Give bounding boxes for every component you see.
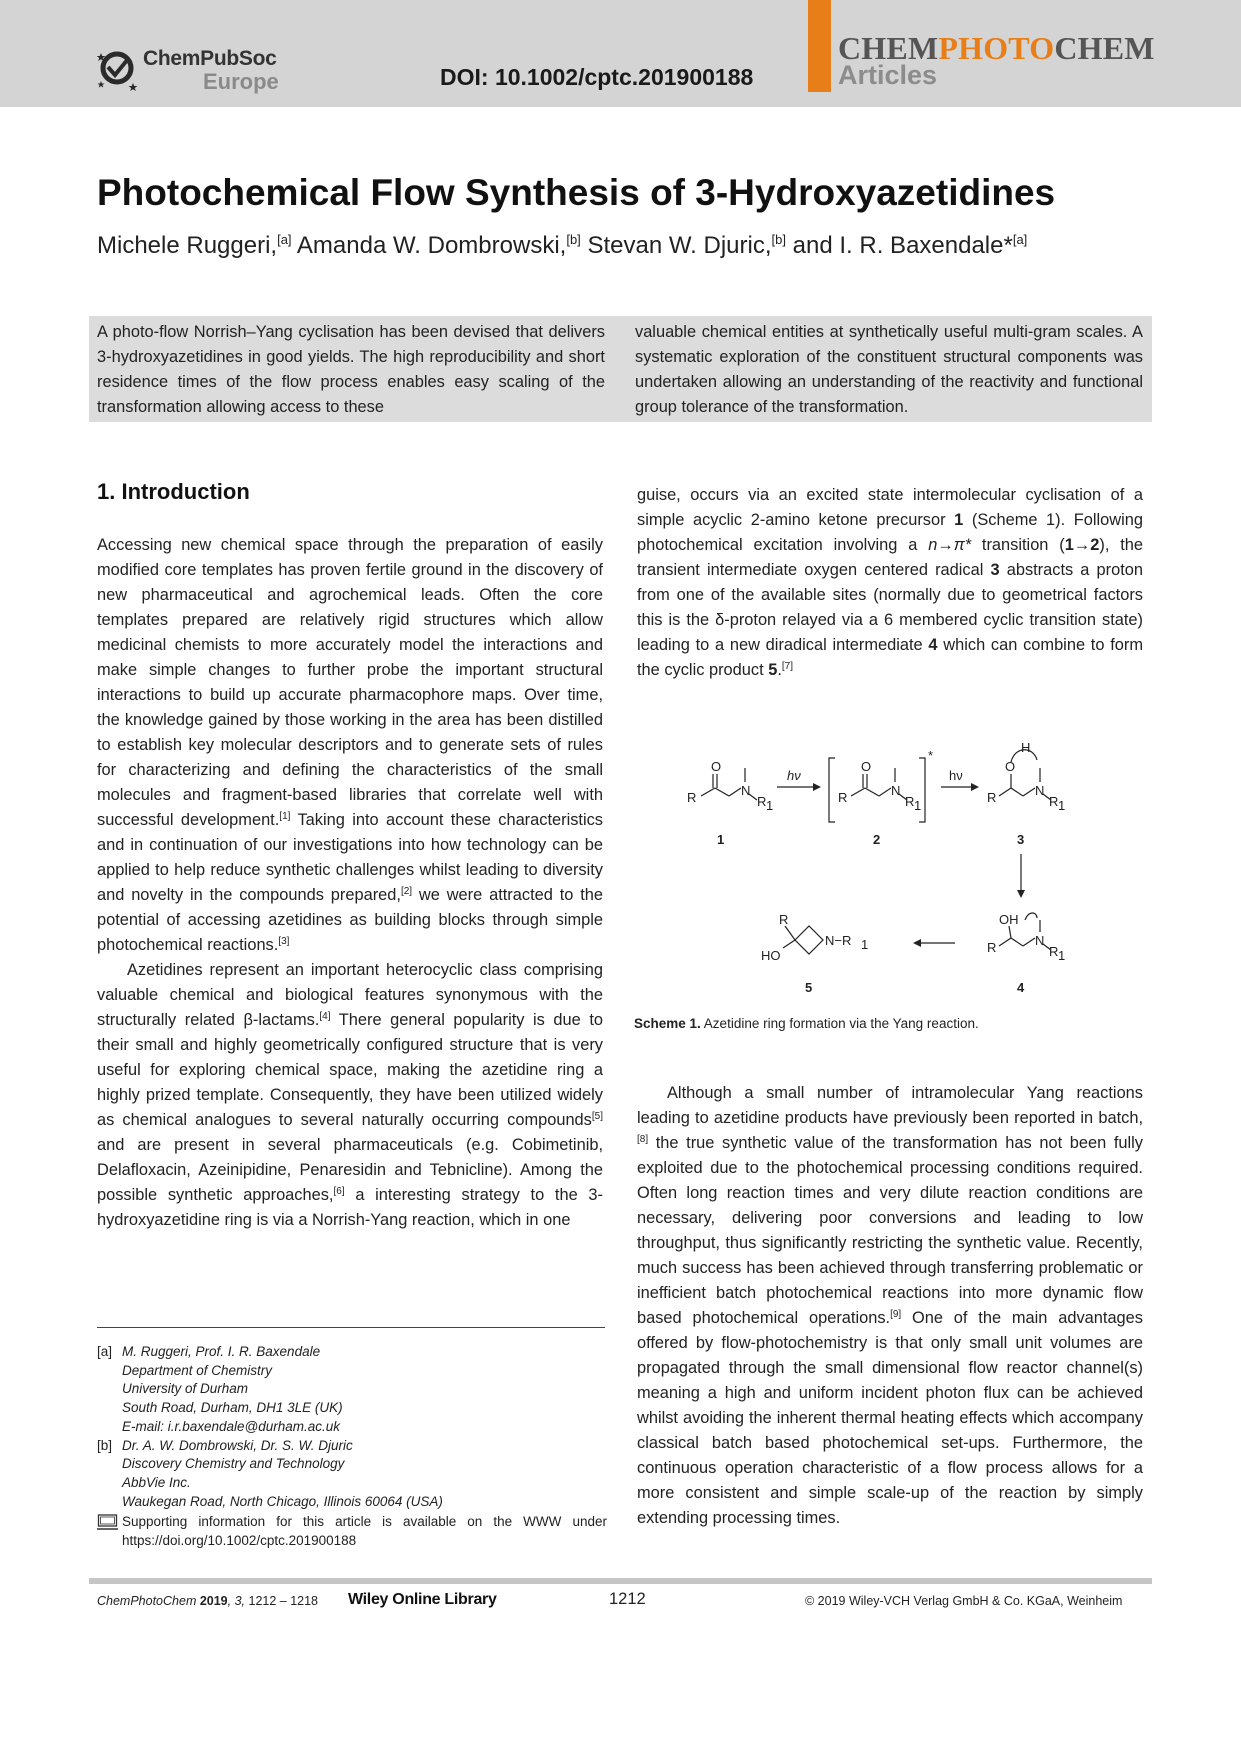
paragraph — [637, 1081, 1143, 1531]
atom-subscript: 1 — [766, 798, 774, 813]
journal-accent-bar — [808, 0, 831, 92]
affiliation-footnotes — [97, 1343, 607, 1551]
atom-label: R — [779, 912, 789, 927]
paragraph-text: Although a small number of intramolecular Yang reactions leading to azetidine products have previously been reported in batch, — [637, 1084, 1143, 1127]
paragraph — [97, 533, 603, 958]
atom-label: N — [741, 783, 751, 798]
atom-label: O — [861, 759, 872, 774]
atom-label: R — [987, 790, 997, 805]
atom-subscript: 1 — [1058, 798, 1066, 813]
abstract-text-right: valuable chemical entities at synthetically useful multi-gram scales. A systematic exploration of the constituent structural components was undertaken allowing an understanding of the reactivity and functional group tolerance of the transformation. — [635, 323, 1143, 416]
footnote-line: South Road, Durham, DH1 3LE (UK) — [122, 1400, 343, 1416]
abstract-box — [89, 316, 1152, 422]
footer-volume: , 3, — [227, 1594, 246, 1608]
citation-ref: [9] — [890, 1309, 902, 1320]
footnote-email: E-mail: i.r.baxendale@durham.ac.uk — [122, 1418, 341, 1434]
compound-ref: 5 — [768, 661, 778, 679]
computer-icon — [97, 1514, 118, 1531]
author-name: Amanda W. Dombrowski, — [296, 232, 567, 259]
journal-name-part1: CHEM — [838, 30, 939, 66]
paragraph-text: abstracts a proton from one of the available sites (normally due to geometrical factors this is the δ-proton relayed via a 6 membered cyclic transition state) leading to a new diradical intermediate — [637, 561, 1143, 654]
author-name: and I. R. Baxendale* — [792, 232, 1013, 259]
bracket-left — [829, 758, 835, 822]
section-heading-introduction: 1. Introduction — [97, 479, 250, 504]
paragraph-text: . — [777, 661, 782, 679]
atom-subscript: 1 — [1058, 948, 1066, 963]
citation-ref: [2] — [400, 886, 413, 897]
atom-label: R — [838, 790, 848, 805]
arrowhead-icon — [813, 783, 821, 791]
compound-ref: 1 — [954, 511, 964, 529]
atom-label: R — [905, 794, 915, 809]
citation-ref: [6] — [333, 1186, 345, 1197]
compound-label-5: 5 — [805, 980, 813, 995]
atom-label: HO — [761, 948, 781, 963]
footer-copyright: © 2019 Wiley-VCH Verlag GmbH & Co. KGaA, Weinheim — [805, 1594, 1123, 1608]
footnote-tag: [a] — [97, 1344, 113, 1359]
author-name: Stevan W. Djuric, — [587, 232, 772, 259]
footer-citation — [97, 1594, 318, 1608]
atom-label: R — [1049, 794, 1059, 809]
compound-label-3: 3 — [1017, 832, 1025, 847]
compound-label-1: 1 — [717, 832, 725, 847]
footnote-divider — [97, 1327, 605, 1328]
scheme-caption-text: Azetidine ring formation via the Yang reaction. — [700, 1016, 979, 1031]
author-list — [97, 232, 1027, 260]
article-doi: DOI: 10.1002/cptc.201900188 — [440, 64, 754, 90]
footnote-line: Discovery Chemistry and Technology — [122, 1456, 345, 1472]
atom-label: O — [1005, 759, 1016, 774]
compound-label-2: 2 — [873, 832, 881, 847]
compound-ref: 1→2 — [1064, 536, 1100, 554]
supporting-info-note — [97, 1513, 607, 1550]
hv-label: hν — [949, 768, 963, 783]
paragraph-text: we were attracted to the potential of accessing azetidines as building blocks through simple photochemical reactions. — [97, 886, 604, 954]
footnote-line: M. Ruggeri, Prof. I. R. Baxendale — [122, 1344, 321, 1359]
paragraph-text: One of the main advantages offered by flow-photochemistry is that only small unit volumes are propagated through the small dimensional flow reactor channel(s) meaning a high and uniform incident photon flux can be achieved whilst avoiding the inherent thermal heating effects which accompany classical batch based photochemical set-ups. Furthermore, the continuous operation characteristic of a flow process allows for a more consistent and simple scale-up of the reaction by simply extending processing times. — [637, 1309, 1143, 1527]
footnote-line: AbbVie Inc. — [122, 1474, 191, 1490]
atom-subscript: 1 — [861, 937, 869, 952]
atom-label: N — [1035, 783, 1045, 798]
atom-label: H — [1021, 740, 1031, 755]
author-affiliation: [b] — [771, 232, 786, 247]
footnote-line: Department of Chemistry — [122, 1362, 273, 1378]
supporting-info-text: Supporting information for this article is available on the WWW under https://doi.org/10.1002/cptc.201900188 — [122, 1514, 607, 1549]
footnote-tag: [b] — [97, 1437, 113, 1453]
right-column-body-top — [637, 483, 1143, 683]
compound-5 — [783, 926, 823, 954]
arrowhead-icon — [1017, 890, 1025, 898]
paragraph-text: ), the transient intermediate oxygen centered radical — [637, 536, 1143, 579]
paragraph-text: guise, occurs via an excited state intermolecular cyclisation of a simple acyclic 2-amino ketone precursor — [637, 486, 1143, 529]
paragraph-text: There general popularity is due to their small and highly geometrically configured structure that is very useful for exploring chemical space, making the azetidine ring a highly prized template. Consequently, they have been utilized widely as chemical analogues to several naturally occurring compounds — [97, 1011, 603, 1129]
paragraph-text: the true synthetic value of the transformation has not been fully exploited due to the photochemical processing conditions required. Often long reaction times and very dilute reaction conditions are necessary, delivering poor conversions and leading to low throughput, thus significantly restricting the synthetic value. Recently, much success has been achieved through transferring problematic or inefficient batch photochemical reactions into more dynamic flow based photochemical operations. — [637, 1134, 1143, 1327]
paragraph-text: which can combine to form the cyclic product — [637, 636, 1143, 679]
affiliation-b — [97, 1437, 607, 1512]
chempubsoc-logo — [97, 45, 297, 97]
paragraph-text: Taking into account these characteristics and in continuation of our investigations into how technology can be applied to help reduce synthetic challenges whilst leading to diversity and novelty in the compounds prepared, — [97, 811, 603, 904]
citation-ref: [4] — [319, 1011, 331, 1022]
transition-notation: n→π* — [928, 536, 972, 554]
chempubsoc-star-icon — [97, 47, 139, 91]
atom-label: R — [987, 940, 997, 955]
scheme-1-diagram — [685, 740, 1080, 1002]
section-label: Articles — [838, 60, 938, 90]
atom-label: N — [891, 783, 901, 798]
hv-label: hν — [787, 768, 801, 783]
paragraph-text: and are present in several pharmaceuticals (e.g. Cobimetinib, Delafloxacin, Azeinipidine, Penaresidin and Tebnicline). Among the possible synthetic approaches, — [97, 1136, 603, 1204]
scheme-caption — [634, 1016, 979, 1031]
paragraph — [637, 483, 1143, 683]
atom-label: N−R — [825, 933, 852, 948]
paragraph-text: transition ( — [971, 536, 1065, 554]
atom-label: O — [711, 759, 722, 774]
citation-ref: [7] — [781, 661, 793, 672]
footer-rule — [89, 1578, 1152, 1584]
journal-name-part3: CHEM — [1054, 30, 1155, 66]
paragraph-text: Accessing new chemical space through the preparation of easily modified core templates has proven fertile ground in the discovery of new pharmaceutical and agrochemical leads. Often the core templates prepared are relatively rigid structures which allow medicinal chemists to more accurately model the interactions and make simple changes to further probe the important structural interactions to build up accurate pharmacophore maps. Over time, the knowledge gained by those working in the area has been distilled to establish key molecular descriptors and to generate sets of rules for characterizing and defining the characteristics of the small molecules and fragment-based libraries that correlate well with successful development. — [97, 536, 603, 829]
logo-text-europe: Europe — [203, 69, 279, 94]
footer-year: 2019 — [199, 1594, 228, 1608]
citation-ref: [1] — [279, 811, 291, 822]
author-affiliation: [b] — [566, 232, 581, 247]
footnote-line: University of Durham — [122, 1381, 249, 1397]
paragraph-text: a interesting strategy to the 3-hydroxyazetidine ring is via a Norrish-Yang reaction, which in one — [97, 1186, 603, 1229]
footnote-line: Waukegan Road, North Chicago, Illinois 60064 (USA) — [122, 1493, 443, 1509]
paragraph-text: Azetidines represent an important heterocyclic class comprising valuable chemical and biological features synonymous with the structurally related β-lactams. — [97, 961, 603, 1029]
paragraph — [97, 958, 603, 1233]
atom-label: R — [757, 794, 767, 809]
left-column-body — [97, 533, 603, 1233]
scheme-caption-label: Scheme 1. — [634, 1016, 701, 1031]
citation-ref: [8] — [637, 1134, 649, 1145]
compound-label-4: 4 — [1017, 980, 1025, 995]
arrowhead-icon — [971, 783, 979, 791]
article-title: Photochemical Flow Synthesis of 3-Hydroxyazetidines — [97, 172, 1056, 213]
right-column-body-bottom — [637, 1081, 1143, 1531]
author-name: Michele Ruggeri, — [97, 232, 278, 259]
citation-ref: [3] — [278, 936, 290, 947]
excited-state-star: * — [928, 748, 934, 763]
abstract-text-left: A photo-flow Norrish–Yang cyclisation has been devised that delivers 3-hydroxyazetidines in good yields. The high reproducibility and short residence times of the flow process enables easy scaling of the transformation allowing access to these — [97, 323, 605, 416]
author-affiliation: [a] — [1012, 232, 1028, 247]
atom-label: R — [1049, 944, 1059, 959]
atom-label: OH — [999, 912, 1019, 927]
footer-pages: 1212 – 1218 — [245, 1594, 319, 1608]
paragraph-text: (Scheme 1). Following photochemical excitation involving a — [637, 511, 1143, 554]
compound-ref: 3 — [990, 561, 1000, 579]
wiley-online-library-link[interactable]: Wiley Online Library — [348, 1591, 497, 1608]
atom-label: N — [1035, 933, 1045, 948]
footer-journal: ChemPhotoChem — [97, 1594, 200, 1608]
author-affiliation: [a] — [277, 232, 292, 247]
page-number: 1212 — [609, 1590, 646, 1608]
affiliation-a — [97, 1343, 607, 1437]
atom-label: R — [687, 790, 697, 805]
logo-text-chempubsoc: ChemPubSoc — [143, 47, 277, 70]
footnote-line: Dr. A. W. Dombrowski, Dr. S. W. Djuric — [122, 1437, 353, 1453]
compound-ref: 4 — [928, 636, 938, 654]
atom-subscript: 1 — [914, 798, 922, 813]
arrowhead-icon — [913, 939, 921, 947]
citation-ref: [5] — [591, 1111, 603, 1122]
journal-name-part2: PHOTO — [938, 30, 1055, 66]
